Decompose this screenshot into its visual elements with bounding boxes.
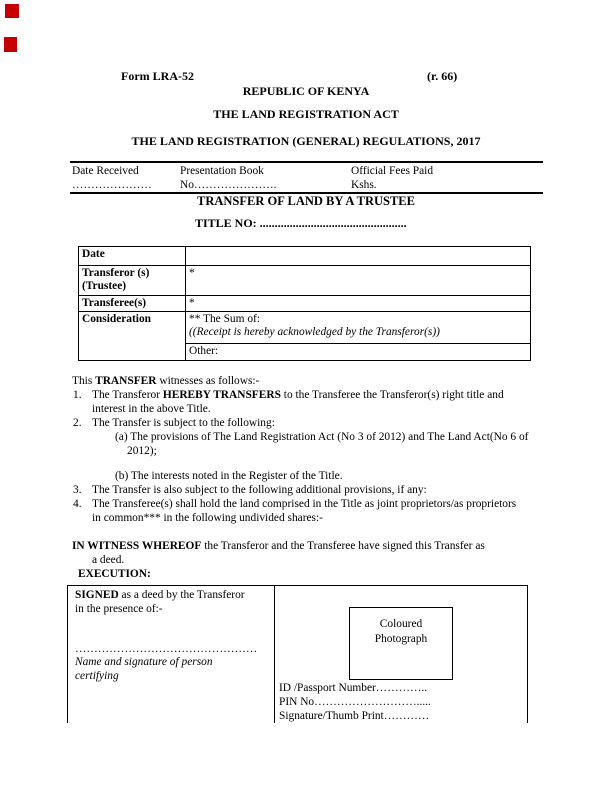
date-received-label: Date Received — [72, 165, 139, 177]
rule-reference: (r. 66) — [427, 69, 458, 83]
clause-2a-line1: (a) The provisions of The Land Registration Act (No 3 of 2012) and The Land Act(No 6 of — [115, 431, 529, 443]
row-transferor-value: * — [186, 266, 531, 296]
form-title: TRANSFER OF LAND BY A TRUSTEE — [197, 194, 415, 208]
signed-line2: in the presence of:- — [75, 602, 163, 615]
signature-thumbprint-field: Signature/Thumb Print………… — [279, 710, 430, 722]
clause-2-number: 2. — [73, 417, 82, 429]
title-no-line: TITLE NO: ................................................. — [195, 216, 407, 230]
pin-field: PIN No………………………..... — [279, 696, 431, 708]
intro-line — [72, 374, 572, 388]
table-row-date — [79, 247, 531, 266]
clause-4-line1: The Transferee(s) shall hold the land comprised in the Title as joint proprietors/as proprietors — [92, 498, 517, 510]
witness-bold: IN WITNESS WHEREOF — [72, 540, 202, 552]
row-consideration-label: Consideration — [79, 312, 186, 361]
presentation-book-label: Presentation Book — [180, 165, 264, 177]
fee-col-presentation-book — [180, 165, 277, 192]
certifier-caption-line2: certifying — [75, 669, 119, 682]
clause-3-number: 3. — [73, 484, 82, 496]
clause-1-number: 1. — [73, 389, 82, 401]
red-square-marker-top — [5, 4, 19, 18]
signed-post: as a deed by the Transferor — [118, 589, 245, 601]
execution-table — [67, 585, 528, 723]
table-row-transferor — [79, 266, 531, 296]
row-transferor-label — [79, 266, 186, 296]
clause-1-line2: interest in the above Title. — [92, 403, 211, 415]
fee-col-official-fees — [351, 165, 433, 192]
id-passport-field: ID /Passport Number………….. — [279, 682, 428, 694]
witness-line2: a deed. — [92, 554, 125, 566]
details-table — [78, 246, 531, 361]
heading-regulations: THE LAND REGISTRATION (GENERAL) REGULATIONS, 2017 — [131, 134, 481, 148]
spacer — [72, 525, 572, 539]
clause-2-text: The Transfer is subject to the following: — [92, 417, 275, 429]
date-received-field: ………………… — [72, 178, 152, 191]
photo-box-line2: Photograph — [374, 633, 428, 645]
form-number: Form LRA-52 — [121, 69, 194, 83]
coloured-photograph-box — [349, 607, 453, 680]
row-date-label: Date — [79, 247, 186, 266]
row-transferee-value: * — [186, 296, 531, 312]
transferor-label-line1: Transferor (s) — [82, 267, 150, 279]
clause-2a-line2: 2012); — [127, 445, 157, 457]
signed-line1 — [75, 589, 245, 603]
witness-line1 — [72, 539, 572, 553]
execution-label: EXECUTION: — [78, 568, 151, 580]
table-row-consideration — [79, 312, 531, 361]
photo-box-line1: Coloured — [379, 618, 423, 630]
fee-header-block — [70, 161, 543, 194]
receipt-acknowledged-line: ((Receipt is hereby acknowledged by the Transferor(s)) — [189, 326, 440, 338]
certifier-signature-field: ………………………………………… — [75, 643, 258, 655]
clause-3 — [72, 483, 572, 497]
certifier-caption — [75, 656, 213, 683]
clauses-block — [72, 374, 572, 581]
consideration-other-cell: Other: — [186, 343, 530, 360]
identity-fields — [279, 681, 431, 723]
row-consideration-value — [186, 312, 531, 361]
clause-2b: (b) The interests noted in the Register of the Title. — [115, 470, 343, 482]
spacer — [92, 458, 572, 469]
intro-pre: This — [72, 375, 96, 387]
fee-col-date-received — [72, 165, 152, 192]
clause-4-number: 4. — [73, 498, 82, 510]
intro-bold: TRANSFER — [95, 375, 157, 387]
clause-1-bold: HEREBY TRANSFERS — [162, 389, 281, 401]
signed-bold: SIGNED — [75, 589, 119, 601]
row-date-value — [186, 247, 531, 266]
clause-2 — [72, 416, 572, 483]
certifier-caption-line1: Name and signature of person — [75, 656, 213, 668]
execution-left-cell — [68, 586, 275, 723]
heading-republic-of-kenya: REPUBLIC OF KENYA — [242, 84, 370, 98]
transferor-label-line2: (Trustee) — [82, 280, 127, 292]
clause-3-text: The Transfer is also subject to the following additional provisions, if any: — [92, 484, 427, 496]
clause-1-line1 — [92, 388, 572, 402]
clause-4 — [72, 497, 572, 525]
witness-post: the Transferor and the Transferee have signed this Transfer as — [201, 540, 485, 552]
row-transferee-label: Transferee(s) — [79, 296, 186, 312]
red-square-marker-bottom — [4, 37, 17, 52]
clause-4-line2: in common*** in the following undivided shares:- — [92, 512, 323, 524]
heading-land-registration-act: THE LAND REGISTRATION ACT — [213, 107, 399, 121]
signed-block — [75, 589, 245, 616]
table-row-transferee — [79, 296, 531, 312]
official-fees-label: Official Fees Paid — [351, 165, 434, 177]
sum-of-line: ** The Sum of: — [189, 313, 260, 325]
clause-1 — [72, 388, 572, 416]
presentation-book-field: No…………………. — [180, 178, 277, 191]
intro-post: witnesses as follows:- — [156, 375, 260, 387]
official-fees-field: Kshs. — [351, 178, 377, 191]
clause-1-post: to the Transferee the Transferor(s) right title and — [280, 389, 504, 401]
consideration-sum-cell — [186, 312, 530, 343]
clause-1-pre: The Transferor — [92, 389, 163, 401]
